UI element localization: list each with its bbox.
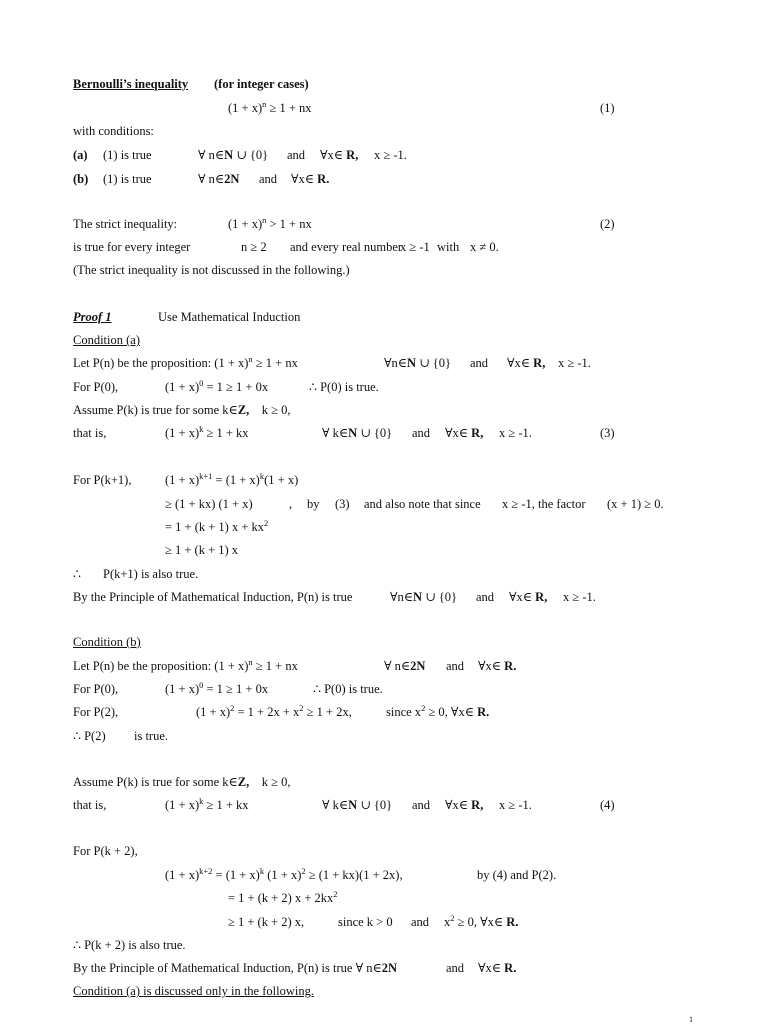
condition-a-x-cond: x ≥ -1. bbox=[374, 148, 407, 162]
b-p2-equation: $(1 + x)^2 = 1 + 2x + x^2 \ge 1 + 2x$, bbox=[196, 703, 352, 719]
condition-a-n-domain: ∀ n∈N ∪ {0} bbox=[198, 148, 269, 162]
condition-a-and: and bbox=[287, 148, 306, 162]
b-p2-conclusion-b: is true. bbox=[134, 729, 169, 743]
condition-a-x-domain: ∀x∈ R, bbox=[320, 148, 359, 162]
a-proposition-and: and bbox=[470, 356, 489, 370]
strict-condition-f: x ≠ 0. bbox=[470, 240, 499, 254]
equation-2-tag: (2) bbox=[600, 217, 615, 231]
a-pk-x-cond: x ≥ -1. bbox=[499, 426, 532, 440]
page-number: 1 bbox=[689, 1015, 693, 1024]
b-step-3: ≥ 1 + (k + 2) x, bbox=[228, 915, 305, 929]
condition-b-n-domain: ∀ n∈2N bbox=[198, 172, 240, 186]
a-induction-n-domain: ∀n∈N ∪ {0} bbox=[390, 590, 458, 604]
a-step-2-cond: x ≥ -1, the factor bbox=[502, 497, 586, 511]
condition-b-heading: Condition (b) bbox=[73, 635, 141, 649]
strict-condition-d: x ≥ -1 bbox=[400, 240, 430, 254]
a-step-2-comma: , bbox=[289, 497, 293, 511]
b-pk-and: and bbox=[412, 798, 431, 812]
equation-1-tag: (1) bbox=[600, 101, 615, 115]
condition-b-and: and bbox=[259, 172, 278, 186]
b-proposition-n-domain: ∀ n∈2N bbox=[384, 659, 426, 673]
strict-condition-a: is true for every integer bbox=[73, 240, 191, 254]
b-step-3-x-cond: $x^2 \ge 0$, ∀x∈ R. bbox=[444, 913, 519, 929]
a-pk1-label: For P(k+1), bbox=[73, 473, 132, 487]
condition-a-text: (1) is true bbox=[103, 148, 152, 162]
a-p0-label: For P(0), bbox=[73, 380, 119, 394]
a-therefore-symbol: ∴ bbox=[73, 567, 81, 581]
b-induction-x-domain: ∀x∈ R. bbox=[478, 961, 517, 975]
b-pk-k-domain: ∀ k∈N ∪ {0} bbox=[322, 798, 393, 812]
b-pk-x-domain: ∀x∈ R, bbox=[445, 798, 484, 812]
b-step-2: = 1 + (k + 2) $x + 2kx^2$ bbox=[228, 889, 338, 905]
strict-label: The strict inequality: bbox=[73, 217, 178, 231]
document-title: Bernoulli’s inequality bbox=[73, 77, 189, 91]
closing-note: Condition (a) is discussed only in the following. bbox=[73, 984, 314, 998]
a-step-4: ≥ 1 + (k + 1) x bbox=[165, 543, 239, 557]
b-pk-x-cond: x ≥ -1. bbox=[499, 798, 532, 812]
a-proposition: Let P(n) be the proposition: $(1 + x)^n \ge 1$ + nx bbox=[73, 354, 298, 370]
strict-condition-c: and every real number bbox=[290, 240, 403, 254]
b-proposition: Let P(n) be the proposition: $(1 + x)^n \ge 1$ + nx bbox=[73, 657, 298, 673]
b-pk2-label: For P(k + 2), bbox=[73, 844, 138, 858]
a-induction-and: and bbox=[476, 590, 495, 604]
equation-1: $(1 + x)^n \ge 1$ + nx bbox=[228, 99, 312, 115]
a-pk1-conclusion: P(k+1) is also true. bbox=[103, 567, 199, 581]
b-pk2-conclusion: ∴ P(k + 2) is also true. bbox=[73, 938, 186, 952]
b-step-3-and: and bbox=[411, 915, 430, 929]
b-step-1: $(1 + x)^{k+2} = (1 + x)^k$ $(1 + x)^2 \ge (1 + kx)(1 + 2x)$, bbox=[165, 866, 403, 882]
a-step-2-note: and also note that since bbox=[364, 497, 481, 511]
b-step-3-since: since k > 0 bbox=[338, 915, 393, 929]
a-induction-conclusion: By the Principle of Mathematical Induction, P(n) is true bbox=[73, 590, 353, 604]
condition-b-text: (1) is true bbox=[103, 172, 152, 186]
a-p0-equation: $(1 + x)^0 = 1 \ge 1 + 0x$ bbox=[165, 378, 269, 394]
proof-label: Proof 1 bbox=[73, 310, 112, 324]
b-induction-conclusion: By the Principle of Mathematical Induction, P(n) is true ∀ n∈2N bbox=[73, 961, 398, 975]
a-induction-x-domain: ∀x∈ R, bbox=[509, 590, 548, 604]
condition-b-label: (b) bbox=[73, 172, 89, 186]
conditions-intro: with conditions: bbox=[73, 124, 154, 138]
a-pk-and: and bbox=[412, 426, 431, 440]
b-p0-conclusion: ∴ P(0) is true. bbox=[313, 682, 383, 696]
a-step-3: = 1 + (k + 1) $x + kx^2$ bbox=[165, 518, 269, 534]
b-p2-conclusion-a: ∴ P(2) bbox=[73, 729, 106, 743]
document-subtitle: (for integer cases) bbox=[214, 77, 309, 91]
a-pk-x-domain: ∀x∈ R, bbox=[445, 426, 484, 440]
a-pk-equation: $(1 + x)^k \ge 1$ + kx bbox=[165, 424, 249, 440]
b-p2-since: since $x^2 \ge 0$, ∀x∈ R. bbox=[386, 703, 490, 719]
b-step-1-by: by (4) and P(2). bbox=[477, 868, 557, 882]
equation-2: $(1 + x)^n > 1$ + nx bbox=[228, 215, 312, 231]
a-step-2: ≥ (1 + kx) (1 + x) bbox=[165, 497, 253, 511]
a-step-2-ref: (3) bbox=[335, 497, 350, 511]
a-assume: Assume P(k) is true for some k∈Z, k ≥ 0, bbox=[73, 403, 291, 417]
b-induction-and: and bbox=[446, 961, 465, 975]
a-proposition-x-cond: x ≥ -1. bbox=[558, 356, 591, 370]
condition-b-x-domain: ∀x∈ R. bbox=[291, 172, 330, 186]
a-step-2-factor: (x + 1) ≥ 0. bbox=[607, 497, 664, 511]
b-p0-equation: $(1 + x)^0 = 1 \ge 1 + 0x$ bbox=[165, 680, 269, 696]
b-proposition-and: and bbox=[446, 659, 465, 673]
a-step-2-by: by bbox=[307, 497, 320, 511]
strict-condition-b: n ≥ 2 bbox=[241, 240, 267, 254]
equation-3-tag: (3) bbox=[600, 426, 615, 440]
a-step-1: $(1 + x)^{k+1} = (1 + x)^k(1 + x)$ bbox=[165, 471, 299, 487]
b-proposition-x-domain: ∀x∈ R. bbox=[478, 659, 517, 673]
a-that-is: that is, bbox=[73, 426, 107, 440]
a-proposition-x-domain: ∀x∈ R, bbox=[507, 356, 546, 370]
a-pk-k-domain: ∀ k∈N ∪ {0} bbox=[322, 426, 393, 440]
b-p2-label: For P(2), bbox=[73, 705, 119, 719]
a-induction-x-cond: x ≥ -1. bbox=[563, 590, 596, 604]
strict-note: (The strict inequality is not discussed in the following.) bbox=[73, 263, 350, 277]
condition-a-heading: Condition (a) bbox=[73, 333, 141, 347]
condition-a-label: (a) bbox=[73, 148, 88, 162]
proof-method: Use Mathematical Induction bbox=[158, 310, 301, 324]
a-p0-conclusion: ∴ P(0) is true. bbox=[309, 380, 379, 394]
b-p0-label: For P(0), bbox=[73, 682, 119, 696]
equation-4-tag: (4) bbox=[600, 798, 615, 812]
b-assume: Assume P(k) is true for some k∈Z, k ≥ 0, bbox=[73, 775, 291, 789]
strict-condition-e: with bbox=[437, 240, 460, 254]
b-that-is: that is, bbox=[73, 798, 107, 812]
a-proposition-n-domain: ∀n∈N ∪ {0} bbox=[384, 356, 452, 370]
b-pk-equation: $(1 + x)^k \ge 1$ + kx bbox=[165, 796, 249, 812]
